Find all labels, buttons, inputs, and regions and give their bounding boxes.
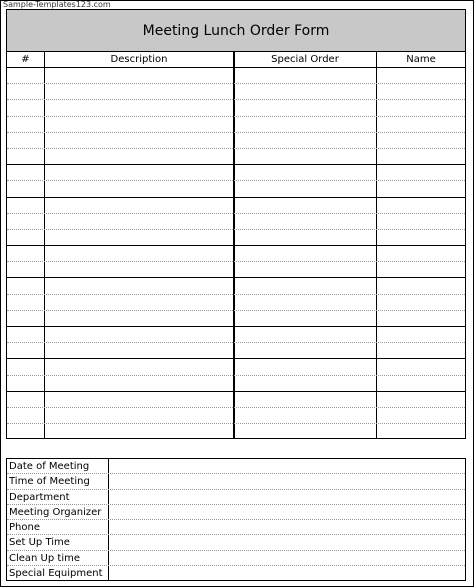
special-order-cell[interactable] xyxy=(235,376,376,391)
special-order-cell[interactable] xyxy=(235,181,376,196)
description-cell[interactable] xyxy=(45,198,233,213)
description-cell[interactable] xyxy=(45,181,233,196)
info-label: Meeting Organizer xyxy=(9,506,102,518)
table-row xyxy=(7,214,465,230)
special-order-cell[interactable] xyxy=(235,359,376,374)
info-label: Phone xyxy=(9,522,40,533)
name-cell[interactable] xyxy=(377,262,465,277)
special-order-cell[interactable] xyxy=(235,117,376,132)
special-order-cell[interactable] xyxy=(235,262,376,277)
number-cell[interactable] xyxy=(7,359,44,374)
special-order-cell[interactable] xyxy=(235,408,376,423)
info-value-field[interactable] xyxy=(108,520,465,534)
description-cell[interactable] xyxy=(45,295,233,310)
table-row xyxy=(7,392,465,408)
info-row xyxy=(7,535,465,550)
description-cell[interactable] xyxy=(45,408,233,423)
column-header-special-order: Special Order xyxy=(271,54,339,65)
number-cell[interactable] xyxy=(7,311,44,326)
description-cell[interactable] xyxy=(45,278,233,293)
special-order-cell[interactable] xyxy=(235,198,376,213)
name-cell[interactable] xyxy=(377,295,465,310)
info-row xyxy=(7,474,465,489)
name-cell[interactable] xyxy=(377,214,465,229)
number-cell[interactable] xyxy=(7,327,44,342)
description-cell[interactable] xyxy=(45,84,233,99)
table-row xyxy=(7,327,465,343)
name-cell[interactable] xyxy=(377,376,465,391)
table-header xyxy=(7,52,465,68)
description-cell[interactable] xyxy=(45,230,233,245)
name-cell[interactable] xyxy=(377,117,465,132)
description-cell[interactable] xyxy=(45,165,233,180)
number-cell[interactable] xyxy=(7,198,44,213)
description-cell[interactable] xyxy=(45,359,233,374)
special-order-cell[interactable] xyxy=(235,100,376,115)
info-row xyxy=(7,566,465,581)
special-order-cell[interactable] xyxy=(235,392,376,407)
special-order-cell[interactable] xyxy=(235,68,376,83)
description-cell[interactable] xyxy=(45,149,233,164)
table-row xyxy=(7,262,465,278)
table-row xyxy=(7,376,465,392)
table-row xyxy=(7,100,465,116)
number-cell[interactable] xyxy=(7,262,44,277)
info-label: Set Up Time xyxy=(9,537,70,549)
table-row xyxy=(7,149,465,165)
info-value-field[interactable] xyxy=(108,505,465,519)
description-cell[interactable] xyxy=(45,392,233,407)
table-row xyxy=(7,181,465,197)
info-value-field[interactable] xyxy=(108,551,465,565)
info-label: Department xyxy=(9,491,70,503)
info-label: Clean Up time xyxy=(9,552,80,564)
number-cell[interactable] xyxy=(7,133,44,148)
table-row xyxy=(7,311,465,327)
info-label: Time of Meeting xyxy=(9,476,90,488)
number-cell[interactable] xyxy=(7,246,44,261)
column-header-description: Description xyxy=(110,54,168,65)
table-row xyxy=(7,230,465,246)
name-cell[interactable] xyxy=(377,133,465,148)
name-cell[interactable] xyxy=(377,392,465,407)
number-cell[interactable] xyxy=(7,343,44,358)
description-cell[interactable] xyxy=(45,376,233,391)
table-row xyxy=(7,343,465,359)
special-order-cell[interactable] xyxy=(235,327,376,342)
description-cell[interactable] xyxy=(45,68,233,83)
info-row xyxy=(7,490,465,505)
table-row xyxy=(7,84,465,100)
special-order-cell[interactable] xyxy=(235,311,376,326)
watermark: Sample-Templates123.com xyxy=(3,0,111,9)
description-cell[interactable] xyxy=(45,343,233,358)
number-cell[interactable] xyxy=(7,165,44,180)
special-order-cell[interactable] xyxy=(235,133,376,148)
number-cell[interactable] xyxy=(7,295,44,310)
special-order-cell[interactable] xyxy=(235,149,376,164)
number-cell[interactable] xyxy=(7,84,44,99)
special-order-cell[interactable] xyxy=(235,230,376,245)
info-label: Special Equipment xyxy=(9,567,103,579)
special-order-cell[interactable] xyxy=(235,278,376,293)
number-cell[interactable] xyxy=(7,68,44,83)
table-row xyxy=(7,295,465,311)
info-value-field[interactable] xyxy=(108,474,465,488)
number-cell[interactable] xyxy=(7,376,44,391)
number-cell[interactable] xyxy=(7,408,44,423)
description-cell[interactable] xyxy=(45,214,233,229)
name-cell[interactable] xyxy=(377,198,465,213)
order-form xyxy=(6,9,466,439)
number-cell[interactable] xyxy=(7,149,44,164)
number-cell[interactable] xyxy=(7,230,44,245)
info-value-field[interactable] xyxy=(108,459,465,473)
number-cell[interactable] xyxy=(7,214,44,229)
column-header-name: Name xyxy=(406,54,436,65)
name-cell[interactable] xyxy=(377,68,465,83)
table-row xyxy=(7,117,465,133)
number-cell[interactable] xyxy=(7,278,44,293)
description-cell[interactable] xyxy=(45,262,233,277)
info-row xyxy=(7,459,465,474)
info-value-field[interactable] xyxy=(108,566,465,581)
name-cell[interactable] xyxy=(377,311,465,326)
info-value-field[interactable] xyxy=(108,535,465,549)
special-order-cell[interactable] xyxy=(235,295,376,310)
special-order-cell[interactable] xyxy=(235,84,376,99)
name-cell[interactable] xyxy=(377,165,465,180)
order-rows xyxy=(7,68,465,424)
description-cell[interactable] xyxy=(45,100,233,115)
description-cell[interactable] xyxy=(45,117,233,132)
info-row xyxy=(7,520,465,535)
info-row xyxy=(7,551,465,566)
number-cell[interactable] xyxy=(7,117,44,132)
info-value-field[interactable] xyxy=(108,490,465,504)
table-row xyxy=(7,278,465,294)
name-cell[interactable] xyxy=(377,84,465,99)
info-rows xyxy=(7,459,465,581)
meeting-info-table xyxy=(6,458,466,581)
form-title: Meeting Lunch Order Form xyxy=(7,10,465,52)
description-cell[interactable] xyxy=(45,246,233,261)
description-cell[interactable] xyxy=(45,311,233,326)
description-cell[interactable] xyxy=(45,133,233,148)
name-cell[interactable] xyxy=(377,408,465,423)
number-cell[interactable] xyxy=(7,181,44,196)
table-row xyxy=(7,165,465,181)
table-row xyxy=(7,246,465,262)
column-header-number: # xyxy=(21,54,30,65)
info-row xyxy=(7,505,465,520)
name-cell[interactable] xyxy=(377,100,465,115)
table-row xyxy=(7,133,465,149)
table-row xyxy=(7,408,465,424)
name-cell[interactable] xyxy=(377,246,465,261)
special-order-cell[interactable] xyxy=(235,246,376,261)
name-cell[interactable] xyxy=(377,359,465,374)
name-cell[interactable] xyxy=(377,278,465,293)
name-cell[interactable] xyxy=(377,149,465,164)
table-row xyxy=(7,198,465,214)
name-cell[interactable] xyxy=(377,230,465,245)
special-order-cell[interactable] xyxy=(235,165,376,180)
description-cell[interactable] xyxy=(45,327,233,342)
number-cell[interactable] xyxy=(7,100,44,115)
table-row xyxy=(7,68,465,84)
table-row xyxy=(7,359,465,375)
info-label: Date of Meeting xyxy=(9,461,90,472)
name-cell[interactable] xyxy=(377,343,465,358)
special-order-cell[interactable] xyxy=(235,214,376,229)
name-cell[interactable] xyxy=(377,327,465,342)
name-cell[interactable] xyxy=(377,181,465,196)
special-order-cell[interactable] xyxy=(235,343,376,358)
number-cell[interactable] xyxy=(7,392,44,407)
